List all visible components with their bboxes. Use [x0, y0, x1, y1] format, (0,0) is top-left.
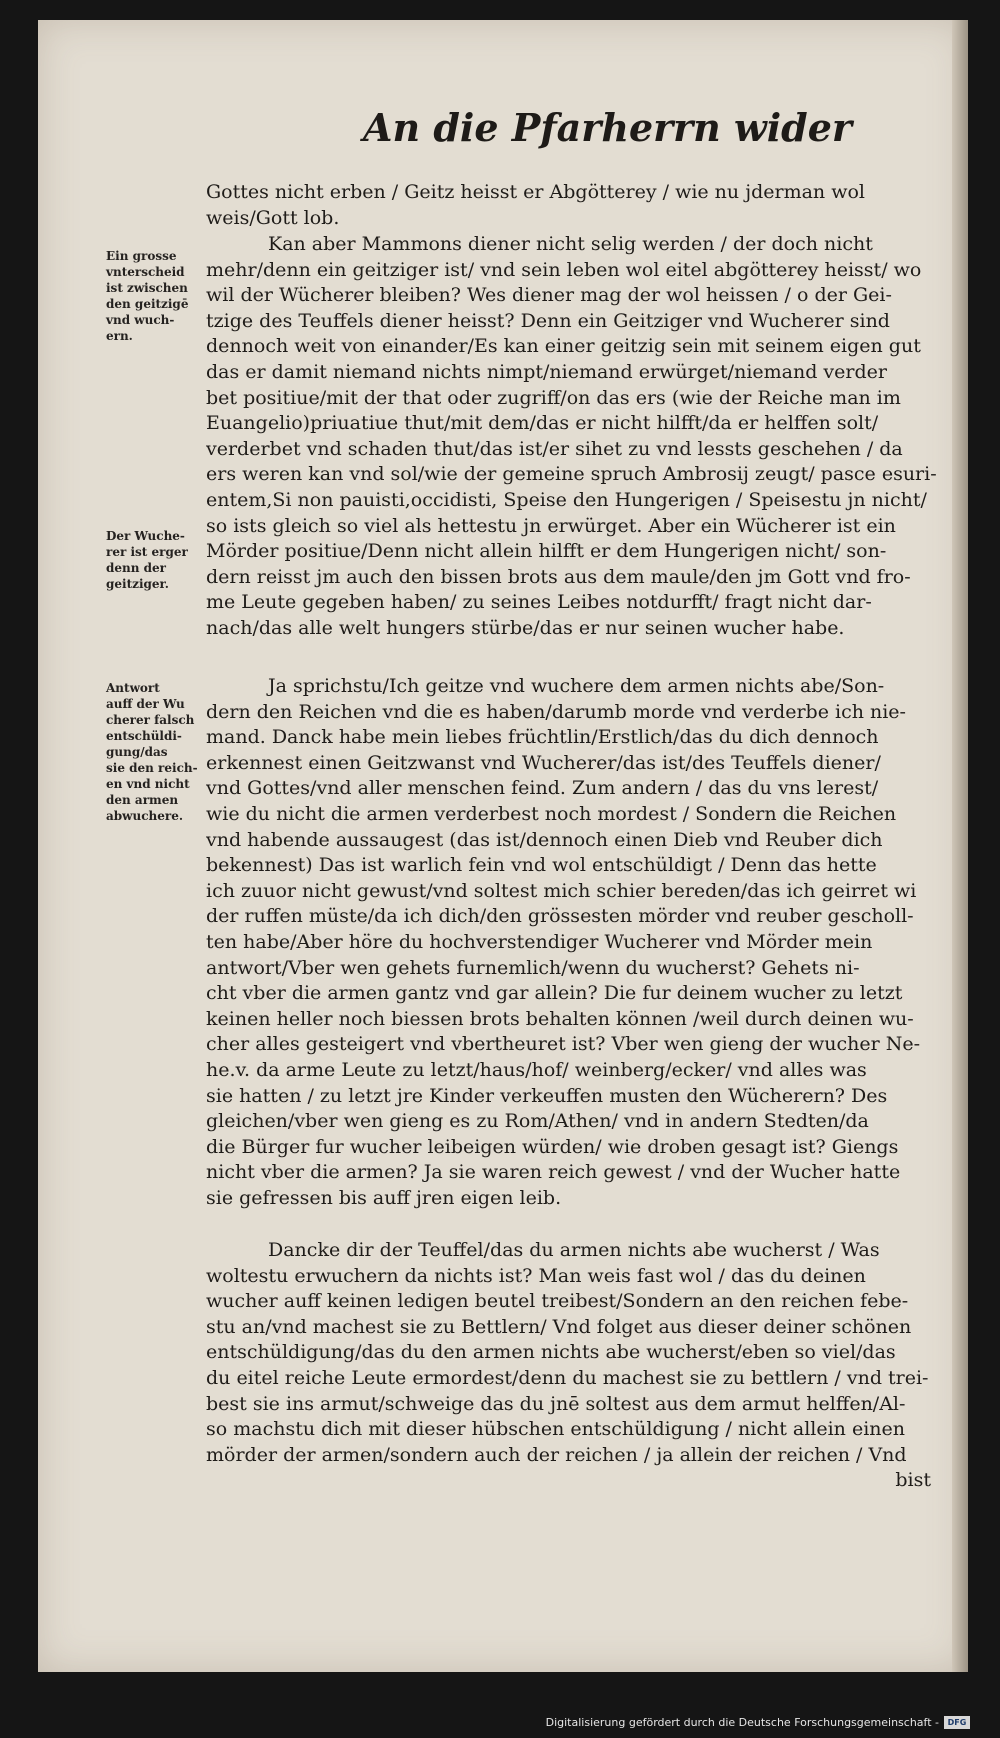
text-line: der ruffen müste/da ich dich/den grössesten mörder vnd reuber gescholl-	[206, 905, 914, 928]
margin-note-line: gung/das	[106, 745, 168, 759]
text-line: vnd habende aussaugest (das ist/dennoch einen Dieb vnd Reuber dich	[206, 828, 883, 851]
margin-note-2	[106, 528, 211, 592]
text-line: antwort/Vber wen gehets furnemlich/wenn du wucherst? Gehets ni-	[206, 956, 860, 979]
margin-note-line: Antwort	[106, 681, 160, 695]
text-line: erkennest einen Geitzwanst vnd Wucherer/das ist/des Teuffels diener/	[206, 751, 881, 774]
text-line: Mörder positiue/Denn nicht allein hilfft er dem Hungerigen nicht/ son-	[206, 540, 887, 563]
text-line: du eitel reiche Leute ermordest/denn du machest sie zu bettlern / vnd trei-	[206, 1366, 929, 1389]
text-line: ich zuuor nicht gewust/vnd soltest mich schier bereden/das ich geirret wi	[206, 879, 917, 902]
paragraph-2	[206, 232, 976, 642]
text-line: bekennest) Das ist warlich fein vnd wol entschüldigt / Denn das hette	[206, 854, 877, 877]
text-line: sie hatten / zu letzt jre Kinder verkeuffen musten den Wücherern? Des	[206, 1084, 888, 1107]
digitization-credit	[546, 1712, 970, 1732]
margin-note-line: ern.	[106, 329, 133, 343]
text-line: nach/das alle welt hungers stürbe/das er nur seinen wucher habe.	[206, 616, 845, 639]
margin-note-line: vnterscheid	[106, 265, 185, 279]
text-line: wil der Wücherer bleiben? Wes diener mag der wol heissen / o der Gei-	[206, 284, 892, 307]
text-line: cht vber die armen gantz vnd gar allein? Die fur deinem wucher zu letzt	[206, 982, 903, 1005]
text-line: cher alles gesteigert vnd vbertheuret ist? Vber wen gieng der wucher Ne-	[206, 1033, 920, 1056]
margin-note-line: vnd wuch-	[106, 313, 175, 327]
margin-note-line: auff der Wu	[106, 697, 185, 711]
text-line: me Leute gegeben haben/ zu seines Leibes notdurfft/ fragt nicht dar-	[206, 591, 872, 614]
text-line: verderbet vnd schaden thut/das ist/er sihet zu vnd lessts geschehen / da	[206, 437, 903, 460]
text-line: stu an/vnd machest sie zu Bettlern/ Vnd folget aus dieser deiner schönen	[206, 1315, 912, 1338]
text-line: sie gefressen bis auff jren eigen leib.	[206, 1186, 562, 1209]
text-line: Dancke dir der Teuffel/das du armen nichts abe wucherst / Was	[268, 1239, 880, 1261]
text-line: mehr/denn ein geitziger ist/ vnd sein leben wol eitel abgötterey heisst/ wo	[206, 258, 922, 281]
margin-note-line: ist zwischen	[106, 281, 188, 295]
text-line: wie du nicht die armen verderbest noch mordest / Sondern die Reichen	[206, 802, 897, 825]
credit-text: Digitalisierung gefördert durch die Deutsche Forschungsgemeinschaft -	[545, 1715, 939, 1729]
margin-note-line: abwuchere.	[106, 809, 184, 823]
text-line: nicht vber die armen? Ja sie waren reich gewest / vnd der Wucher hatte	[206, 1161, 901, 1184]
paragraph-3	[206, 674, 976, 1211]
text-line: woltestu erwuchern da nichts ist? Man weis fast wol / das du deinen	[206, 1264, 866, 1287]
book-page	[38, 20, 968, 1672]
text-line: tzige des Teuffels diener heisst? Denn ein Geitziger vnd Wucherer sind	[206, 309, 890, 332]
text-line: Ja sprichstu/Ich geitze vnd wuchere dem armen nichts abe/Son-	[268, 675, 885, 697]
dfg-logo-icon: DFG	[944, 1716, 970, 1729]
margin-note-line: rer ist erger	[106, 545, 188, 559]
text-line: das er damit niemand nichts nimpt/niemand erwürget/niemand verder	[206, 360, 887, 383]
text-line: weis/Gott lob.	[206, 206, 340, 229]
text-line: ten habe/Aber höre du hochverstendiger Wucherer vnd Mörder mein	[206, 930, 873, 953]
margin-note-line: den armen	[106, 793, 179, 807]
margin-note-line: Ein grosse	[106, 249, 177, 263]
margin-note-line: entschüldi-	[106, 729, 182, 743]
running-head: An die Pfarherrn wider	[363, 105, 852, 150]
text-line: mörder der armen/sondern auch der reichen / ja allein der reichen / Vnd	[206, 1443, 907, 1466]
text-line: Kan aber Mammons diener nicht selig werden / der doch nicht	[268, 233, 873, 255]
margin-note-line: den geitzigē	[106, 297, 189, 311]
text-line: gleichen/vber wen gieng es zu Rom/Athen/ vnd in andern Stedten/da	[206, 1110, 869, 1133]
text-line: dennoch weit von einander/Es kan einer geitzig sein mit seinem eigen gut	[206, 335, 921, 358]
text-line: so machstu dich mit dieser hübschen entschüldigung / nicht allein einen	[206, 1418, 905, 1441]
catchword: bist	[895, 1469, 931, 1492]
text-line: ers weren kan vnd sol/wie der gemeine spruch Ambrosij zeugt/ pasce esuri-	[206, 463, 937, 486]
text-line: entschüldigung/das du den armen nichts abe wucherst/eben so viel/das	[206, 1341, 896, 1364]
text-line: wucher auff keinen ledigen beutel treibest/Sondern an den reichen febe-	[206, 1290, 909, 1313]
text-line: Gottes nicht erben / Geitz heisst er Abgötterey / wie nu jderman wol	[206, 181, 865, 203]
text-line: keinen heller noch biessen brots behalten können /weil durch deinen wu-	[206, 1007, 914, 1030]
margin-note-line: geitziger.	[106, 577, 169, 591]
text-line: die Bürger fur wucher leibeigen würden/ wie droben gesagt ist? Giengs	[206, 1135, 899, 1158]
text-line: mand. Danck habe mein liebes früchtlin/Erstlich/das du dich dennoch	[206, 726, 879, 749]
margin-note-line: sie den reich-	[106, 761, 198, 775]
text-line: he.v. da arme Leute zu letzt/haus/hof/ weinberg/ecker/ vnd alles was	[206, 1058, 867, 1081]
text-line: dern den Reichen vnd die es haben/darumb morde vnd verderbe ich nie-	[206, 700, 906, 723]
paragraph-1	[206, 180, 976, 231]
text-line: so ists gleich so viel als hettestu jn erwürget. Aber ein Wücherer ist ein	[206, 514, 896, 537]
text-line: bet positiue/mit der that oder zugriff/on das ers (wie der Reiche man im	[206, 386, 901, 409]
paragraph-4	[206, 1238, 976, 1494]
text-line: vnd Gottes/vnd aller menschen feind. Zum andern / das du vns lerest/	[206, 777, 879, 800]
margin-note-1	[106, 248, 211, 344]
margin-note-line: Der Wuche-	[106, 529, 185, 543]
text-line: dern reisst jm auch den bissen brots aus dem maule/den jm Gott vnd fro-	[206, 565, 911, 588]
text-line: entem,Si non pauisti,occidisti, Speise den Hungerigen / Speisestu jn nicht/	[206, 488, 927, 511]
margin-note-line: cherer falsch	[106, 713, 195, 727]
text-line: best sie ins armut/schweige das du jnē soltest aus dem armut helffen/Al-	[206, 1392, 906, 1415]
margin-note-3	[106, 680, 211, 824]
text-line: Euangelio)priuatiue thut/mit dem/das er nicht hilfft/da er helffen solt/	[206, 412, 879, 435]
margin-note-line: en vnd nicht	[106, 777, 190, 791]
margin-note-line: denn der	[106, 561, 166, 575]
